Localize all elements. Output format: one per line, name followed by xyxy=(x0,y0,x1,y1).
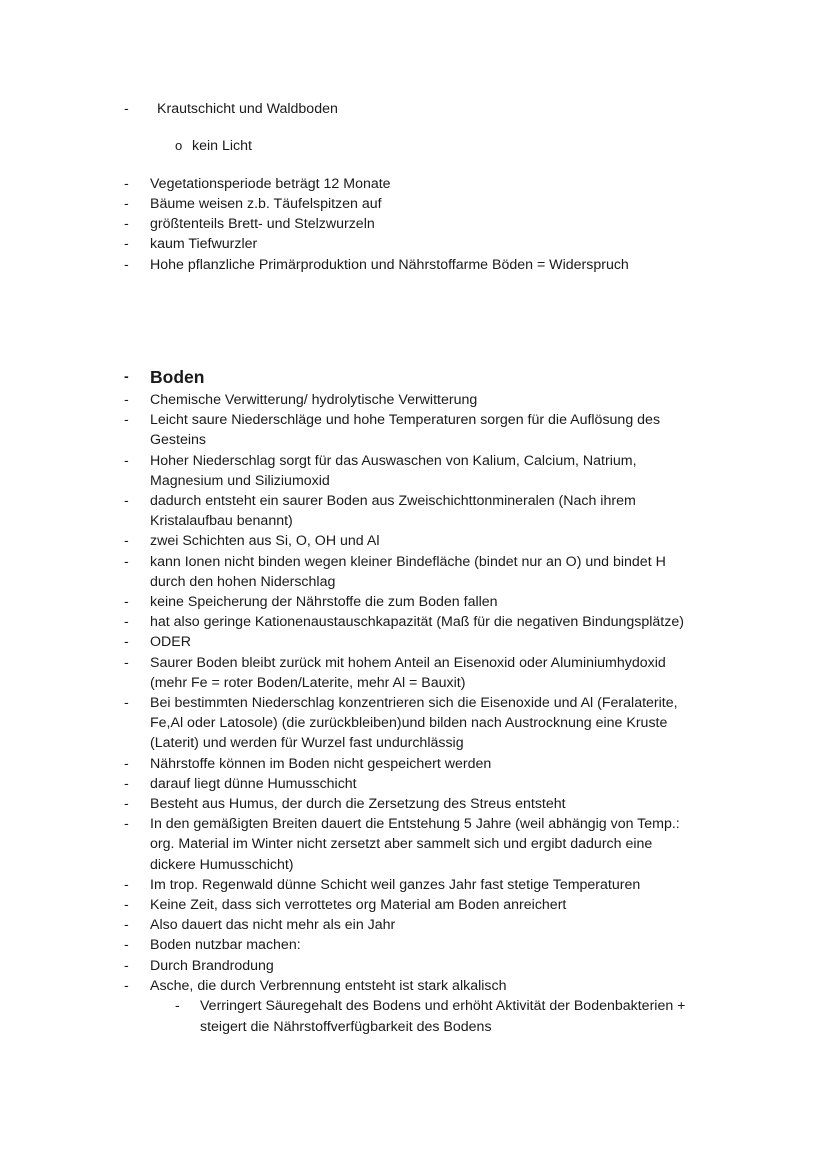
list-item: Hohe pflanzliche Primärproduktion und Nährstoffarme Böden = Widerspruch xyxy=(150,257,629,273)
list-item: Bäume weisen z.b. Täufelspitzen auf xyxy=(150,196,382,212)
bullet-dash: - xyxy=(124,493,129,509)
bullet-dash: - xyxy=(124,796,129,812)
bullet-dash: - xyxy=(124,533,129,549)
list-item: zwei Schichten aus Si, O, OH und Al xyxy=(150,533,380,549)
list-item-continuation: (mehr Fe = roter Boden/Laterite, mehr Al = Bauxit) xyxy=(150,675,466,691)
bullet-dash: - xyxy=(124,897,129,913)
list-item: Asche, die durch Verbrennung entsteht ist stark alkalisch xyxy=(150,978,507,994)
bullet-dash: - xyxy=(124,453,129,469)
list-item: Saurer Boden bleibt zurück mit hohem Anteil an Eisenoxid oder Aluminiumhydoxid xyxy=(150,655,666,671)
list-item: Hoher Niederschlag sorgt für das Auswaschen von Kalium, Calcium, Natrium, xyxy=(150,453,637,469)
sub-list-item-continuation: steigert die Nährstoffverfügbarkeit des Bodens xyxy=(200,1019,492,1035)
list-item-continuation: dickere Humusschicht) xyxy=(150,857,294,873)
section-heading: Boden xyxy=(150,367,205,387)
list-item: dadurch entsteht ein saurer Boden aus Zweischichttonmineralen (Nach ihrem xyxy=(150,493,636,509)
sub-bullet-dash: - xyxy=(175,998,180,1014)
bullet-dash: - xyxy=(124,554,129,570)
list-item: größtenteils Brett- und Stelzwurzeln xyxy=(150,216,375,232)
bullet-dash: - xyxy=(124,816,129,832)
bullet-dash: - xyxy=(124,634,129,650)
bullet-dash: - xyxy=(124,917,129,933)
list-item: In den gemäßigten Breiten dauert die Entstehung 5 Jahre (weil abhängig von Temp.: xyxy=(150,816,680,832)
bullet-dash: - xyxy=(124,655,129,671)
list-item: Nährstoffe können im Boden nicht gespeichert werden xyxy=(150,756,492,772)
list-item-continuation: durch den hohen Niderschlag xyxy=(150,574,336,590)
bullet-dash: - xyxy=(124,776,129,792)
list-item-continuation: org. Material im Winter nicht zersetzt aber sammelt sich und ergibt dadurch eine xyxy=(150,836,653,852)
list-item: kann Ionen nicht binden wegen kleiner Bindefläche (bindet nur an O) und bindet H xyxy=(150,554,666,570)
sub-list-item: kein Licht xyxy=(192,138,252,154)
bullet-dash: - xyxy=(124,695,129,711)
bullet-dash: - xyxy=(124,958,129,974)
bullet-dash: - xyxy=(124,614,129,630)
list-item-continuation: Magnesium und Siliziumoxid xyxy=(150,473,330,489)
bullet-dash: - xyxy=(124,216,129,232)
bullet-dash: - xyxy=(124,257,129,273)
sub-list-item: Verringert Säuregehalt des Bodens und erhöht Aktivität der Bodenbakterien + xyxy=(200,998,686,1014)
circle-bullet-icon: o xyxy=(175,138,183,153)
bullet-dash: - xyxy=(124,176,129,192)
bullet-dash: - xyxy=(124,412,129,428)
bullet-dash: - xyxy=(124,196,129,212)
list-item: Krautschicht und Waldboden xyxy=(157,101,338,117)
bullet-dash: - xyxy=(124,392,129,408)
list-item-continuation: Kristalaufbau benannt) xyxy=(150,513,293,529)
bullet-dash: - xyxy=(124,937,129,953)
bullet-dash: - xyxy=(124,236,129,252)
list-item: Vegetationsperiode beträgt 12 Monate xyxy=(150,176,391,192)
bullet-dash: - xyxy=(124,101,129,117)
bullet-dash: - xyxy=(124,877,129,893)
list-item: ODER xyxy=(150,634,191,650)
list-item: Durch Brandrodung xyxy=(150,958,274,974)
list-item: Also dauert das nicht mehr als ein Jahr xyxy=(150,917,396,933)
list-item-continuation: Gesteins xyxy=(150,432,206,448)
list-item: darauf liegt dünne Humusschicht xyxy=(150,776,357,792)
list-item: keine Speicherung der Nährstoffe die zum Boden fallen xyxy=(150,594,498,610)
list-item-continuation: Fe,Al oder Latosole) (die zurückbleiben)und bilden nach Austrocknung eine Kruste xyxy=(150,715,668,731)
bullet-dash: - xyxy=(124,756,129,772)
list-item: Bei bestimmten Niederschlag konzentrieren sich die Eisenoxide und Al (Feralaterite, xyxy=(150,695,678,711)
list-item: Keine Zeit, dass sich verrottetes org Material am Boden anreichert xyxy=(150,897,567,913)
list-item: Besteht aus Humus, der durch die Zersetzung des Streus entsteht xyxy=(150,796,566,812)
list-item: Boden nutzbar machen: xyxy=(150,937,301,953)
bullet-dash: - xyxy=(124,978,129,994)
list-item: kaum Tiefwurzler xyxy=(150,236,258,252)
list-item: Im trop. Regenwald dünne Schicht weil ganzes Jahr fast stetige Temperaturen xyxy=(150,877,641,893)
bullet-dash: - xyxy=(124,369,129,385)
list-item: Leicht saure Niederschläge und hohe Temperaturen sorgen für die Auflösung des xyxy=(150,412,661,428)
list-item: Chemische Verwitterung/ hydrolytische Verwitterung xyxy=(150,392,478,408)
list-item: hat also geringe Kationenaustauschkapazität (Maß für die negativen Bindungsplätze) xyxy=(150,614,684,630)
list-item-continuation: (Laterit) und werden für Wurzel fast undurchlässig xyxy=(150,735,464,751)
bullet-dash: - xyxy=(124,594,129,610)
